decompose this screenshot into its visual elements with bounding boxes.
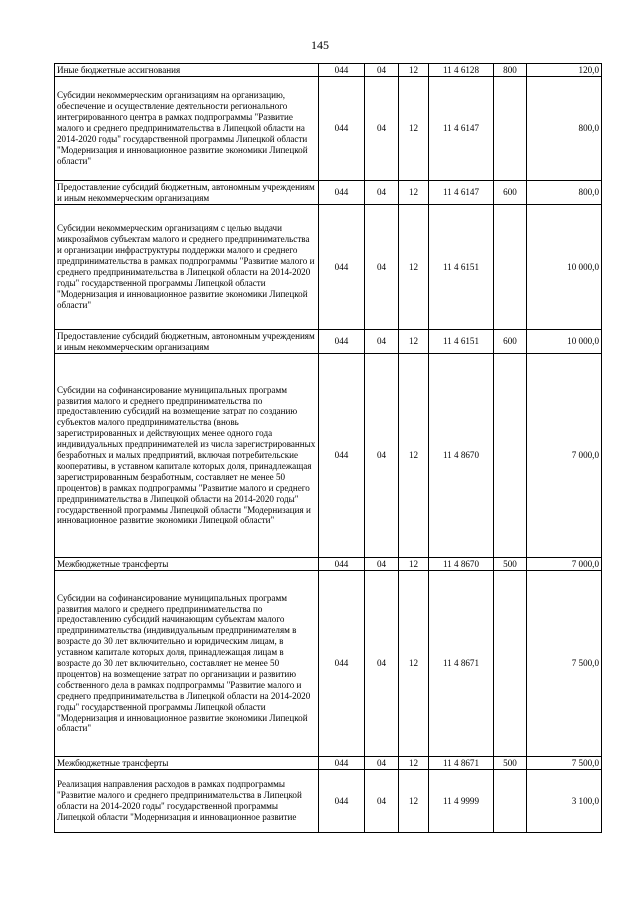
row-description: Предоставление субсидий бюджетным, автономным учреждениям и иным некоммерческим организациям [55,181,319,205]
budget-table [54,63,602,833]
row-description: Субсидии некоммерческим организациям на организацию, обеспечение и осуществление деятельности регионального интегрированного центра в рамках подпрограммы "Развитие малого и среднего предпринимательства в Липецкой области на 2014-2020 годы" государственной программы Липецкой области "Модернизация и инновационное развитие экономики Липецкой области" [55,77,319,181]
target-article-code: 11 4 9999 [429,770,494,833]
target-article-code: 11 4 6147 [429,77,494,181]
ministry-code: 044 [319,757,365,770]
amount: 7 500,0 [527,571,602,757]
row-description: Реализация направления расходов в рамках подпрограммы "Развитие малого и среднего предпринимательства в Липецкой области на 2014-2020 годы" государственной программы Липецкой области "Модернизация и инновационное развитие [55,770,319,833]
subsection-code: 12 [399,205,429,330]
section-code: 04 [365,330,399,354]
amount: 7 500,0 [527,757,602,770]
expense-type-code: 600 [494,330,527,354]
table-row [55,757,602,770]
subsection-code: 12 [399,77,429,181]
table-row [55,558,602,571]
subsection-code: 12 [399,757,429,770]
subsection-code: 12 [399,770,429,833]
ministry-code: 044 [319,77,365,181]
table-row [55,77,602,181]
ministry-code: 044 [319,571,365,757]
section-code: 04 [365,770,399,833]
amount: 800,0 [527,77,602,181]
table-row [55,181,602,205]
target-article-code: 11 4 6128 [429,64,494,77]
ministry-code: 044 [319,770,365,833]
expense-type-code: 800 [494,64,527,77]
subsection-code: 12 [399,181,429,205]
section-code: 04 [365,64,399,77]
ministry-code: 044 [319,181,365,205]
amount: 800,0 [527,181,602,205]
row-description: Межбюджетные трансферты [55,558,319,571]
section-code: 04 [365,205,399,330]
row-description: Предоставление субсидий бюджетным, автономным учреждениям и иным некоммерческим организациям [55,330,319,354]
section-code: 04 [365,571,399,757]
amount: 7 000,0 [527,558,602,571]
subsection-code: 12 [399,330,429,354]
subsection-code: 12 [399,571,429,757]
target-article-code: 11 4 6147 [429,181,494,205]
amount: 7 000,0 [527,354,602,558]
target-article-code: 11 4 8671 [429,757,494,770]
target-article-code: 11 4 8671 [429,571,494,757]
expense-type-code: 500 [494,757,527,770]
expense-type-code [494,354,527,558]
page-number: 145 [311,38,329,52]
target-article-code: 11 4 8670 [429,558,494,571]
section-code: 04 [365,354,399,558]
table-row [55,571,602,757]
subsection-code: 12 [399,64,429,77]
target-article-code: 11 4 6151 [429,205,494,330]
row-description: Иные бюджетные ассигнования [55,64,319,77]
section-code: 04 [365,181,399,205]
expense-type-code [494,205,527,330]
expense-type-code: 500 [494,558,527,571]
table-row [55,64,602,77]
row-description: Субсидии некоммерческим организациям с целью выдачи микрозаймов субъектам малого и среднего предпринимательства и организации инфраструктуры поддержки малого и среднего предпринимательства в рамках подпрограммы "Развитие малого и среднего предпринимательства в Липецкой области на 2014-2020 годы" государственной программы Липецкой области "Модернизация и инновационное развитие экономики Липецкой области" [55,205,319,330]
expense-type-code: 600 [494,181,527,205]
ministry-code: 044 [319,330,365,354]
amount: 120,0 [527,64,602,77]
subsection-code: 12 [399,558,429,571]
target-article-code: 11 4 8670 [429,354,494,558]
section-code: 04 [365,77,399,181]
expense-type-code [494,770,527,833]
table-row [55,354,602,558]
amount: 10 000,0 [527,330,602,354]
ministry-code: 044 [319,558,365,571]
expense-type-code [494,77,527,181]
ministry-code: 044 [319,64,365,77]
amount: 3 100,0 [527,770,602,833]
expense-type-code [494,571,527,757]
ministry-code: 044 [319,354,365,558]
row-description: Межбюджетные трансферты [55,757,319,770]
row-description: Субсидии на софинансирование муниципальных программ развития малого и среднего предпринимательства по предоставлению субсидий на возмещение затрат по созданию субъектов малого предпринимательства (вновь зарегистрированных и действующих менее одного года индивидуальных предпринимателей из числа зарегистрированных безработных и малых предприятий, включая потребительские кооперативы, в уставном капитале которых доля, принадлежащая зарегистрированным безработным, составляет не менее 50 процентов) в рамках подпрограммы "Развитие малого и среднего предпринимательства в Липецкой области на 2014-2020 годы" государственной программы Липецкой области "Модернизация и инновационное развитие экономики Липецкой области" [55,354,319,558]
section-code: 04 [365,757,399,770]
table-row [55,330,602,354]
table-row [55,770,602,833]
table-row [55,205,602,330]
amount: 10 000,0 [527,205,602,330]
row-description: Субсидии на софинансирование муниципальных программ развития малого и среднего предпринимательства по предоставлению субсидий начинающим субъектам малого предпринимательства (индивидуальным предпринимателям в возрасте до 30 лет включительно и юридическим лицам, в уставном капитале которых доля, принадлежащая лицам в возрасте до 30 лет включительно, составляет не менее 50 процентов) на возмещение затрат по организации и развитию собственного дела в рамках подпрограммы "Развитие малого и среднего предпринимательства в Липецкой области на 2014-2020 годы" государственной программы Липецкой области "Модернизация и инновационное развитие экономики Липецкой области" [55,571,319,757]
ministry-code: 044 [319,205,365,330]
section-code: 04 [365,558,399,571]
target-article-code: 11 4 6151 [429,330,494,354]
subsection-code: 12 [399,354,429,558]
